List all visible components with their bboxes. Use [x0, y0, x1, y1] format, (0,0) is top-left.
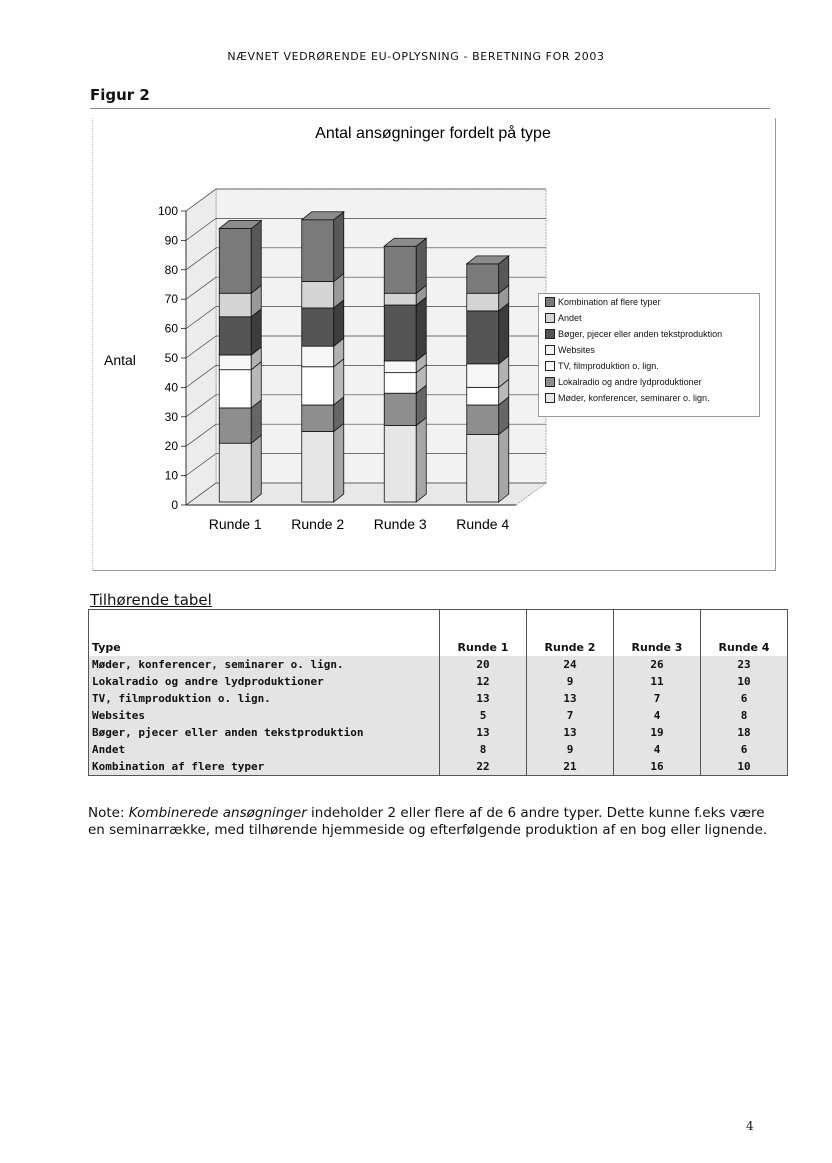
y-tick-label: 90: [164, 233, 178, 248]
y-tick-label: 100: [157, 204, 178, 218]
table-cell-value: 6: [701, 690, 788, 707]
bar-segment-front: [384, 373, 416, 394]
y-tick-label: 50: [164, 351, 178, 365]
bar-segment-side: [499, 426, 509, 502]
x-tick-label: Runde 4: [456, 516, 510, 532]
bar-segment-front: [302, 282, 334, 308]
legend-swatch: [545, 377, 555, 387]
bar-segment-side: [251, 221, 261, 294]
table-cell-value: 16: [614, 758, 701, 776]
bar-segment-front: [467, 364, 499, 388]
legend-swatch: [545, 393, 555, 403]
table-label: Tilhørende tabel: [90, 591, 212, 609]
legend-item: [539, 374, 759, 390]
table-cell-value: 22: [440, 758, 527, 776]
table-row: [89, 690, 788, 707]
legend-label: Websites: [558, 345, 595, 355]
bar-segment-side: [334, 212, 344, 282]
bar-segment-front: [467, 264, 499, 293]
bar-segment-front: [302, 346, 334, 367]
y-tick-label: 80: [164, 262, 178, 277]
bar-segment-front: [384, 393, 416, 425]
y-tick-label: 20: [164, 439, 178, 454]
table-cell-type: Kombination af flere typer: [89, 758, 440, 776]
table-cell-type: Lokalradio og andre lydproduktioner: [89, 673, 440, 690]
table-cell-value: 23: [701, 656, 788, 673]
bar-segment-front: [384, 361, 416, 373]
figure-label: Figur 2: [90, 86, 150, 104]
chart-legend: [538, 293, 760, 417]
table-cell-value: 10: [701, 673, 788, 690]
legend-item: [539, 390, 759, 406]
y-tick-label: 70: [164, 292, 178, 307]
table-cell-type: Websites: [89, 707, 440, 724]
x-tick-label: Runde 2: [291, 516, 345, 532]
legend-swatch: [545, 297, 555, 307]
note-italic: Kombinerede ansøgninger: [128, 805, 307, 821]
table-cell-value: 4: [614, 707, 701, 724]
bar-segment-front: [384, 305, 416, 361]
bar-segment-front: [302, 220, 334, 282]
legend-swatch: [545, 345, 555, 355]
data-table: [88, 609, 788, 776]
table-cell-value: 21: [527, 758, 614, 776]
bar-segment-side: [416, 418, 426, 502]
y-tick-label: 30: [164, 409, 178, 424]
table-row: [89, 758, 788, 776]
bar-segment-side: [499, 303, 509, 364]
table-cell-value: 13: [440, 724, 527, 741]
bar-segment-front: [219, 443, 251, 502]
bar-segment-front: [302, 405, 334, 431]
bar-segment-front: [219, 408, 251, 443]
y-tick-label: 40: [164, 380, 178, 395]
table-row: [89, 724, 788, 741]
table-cell-value: 5: [440, 707, 527, 724]
header-cell-runde-2: Runde 2: [527, 638, 614, 656]
table-cell-value: 10: [701, 758, 788, 776]
legend-item: [539, 342, 759, 358]
bar-segment-front: [219, 355, 251, 370]
bar-segment-front: [384, 246, 416, 293]
table-cell-type: Andet: [89, 741, 440, 758]
table-cell-value: 8: [440, 741, 527, 758]
table-row: [89, 656, 788, 673]
bar-segment-side: [334, 423, 344, 502]
table-cell-value: 20: [440, 656, 527, 673]
table-cell-value: 9: [527, 741, 614, 758]
bar-segment-front: [302, 308, 334, 346]
bar-segment-side: [416, 297, 426, 361]
bar-segment-front: [302, 431, 334, 502]
page-number: 4: [746, 1119, 754, 1133]
x-tick-label: Runde 1: [208, 516, 262, 532]
table-cell-value: 19: [614, 724, 701, 741]
legend-item: [539, 294, 759, 310]
header-cell-runde-4: Runde 4: [701, 638, 788, 656]
table-spacer-row: [89, 610, 788, 639]
header-cell-runde-1: Runde 1: [440, 638, 527, 656]
table-cell-value: 8: [701, 707, 788, 724]
table-cell-type: Bøger, pjecer eller anden tekstproduktion: [89, 724, 440, 741]
bar-segment-front: [219, 293, 251, 317]
table-cell-value: 26: [614, 656, 701, 673]
table-cell-value: 9: [527, 673, 614, 690]
note-text: indeholder 2 eller flere af de 6 andre typer. Dette kunne f.eks være en seminarrække, med tilhørende hjemmeside og efterfølgende produktion af en bog eller lignende.: [88, 805, 768, 838]
table-cell-type: Møder, konferencer, seminarer o. lign.: [89, 656, 440, 673]
header-cell-type: Type: [89, 638, 440, 656]
table-cell-value: 12: [440, 673, 527, 690]
table-cell-value: 6: [701, 741, 788, 758]
bar-segment-front: [467, 293, 499, 311]
table-cell-value: 11: [614, 673, 701, 690]
bar-segment-front: [219, 317, 251, 355]
legend-label: Møder, konferencer, seminarer o. lign.: [558, 393, 710, 403]
bar-segment-side: [416, 238, 426, 293]
bar-segment-front: [467, 311, 499, 364]
data-table-wrapper: [88, 609, 788, 776]
header-cell-runde-3: Runde 3: [614, 638, 701, 656]
table-cell-value: 4: [614, 741, 701, 758]
legend-label: Lokalradio og andre lydproduktioner: [558, 377, 702, 387]
y-tick-label: 60: [164, 321, 178, 336]
legend-item: [539, 310, 759, 326]
legend-label: Bøger, pjecer eller anden tekstproduktion: [558, 329, 723, 339]
bar-segment-front: [219, 370, 251, 408]
table-header-row: [89, 638, 788, 656]
bar-segment-front: [467, 387, 499, 405]
legend-label: TV, filmproduktion o. lign.: [558, 361, 659, 371]
table-cell-value: 24: [527, 656, 614, 673]
table-cell-value: 13: [527, 690, 614, 707]
bar-segment-front: [219, 229, 251, 294]
figure-rule: [90, 108, 770, 109]
legend-label: Kombination af flere typer: [558, 297, 661, 307]
legend-swatch: [545, 329, 555, 339]
bar-segment-front: [467, 434, 499, 502]
legend-item: [539, 358, 759, 374]
bar-segment-front: [384, 426, 416, 502]
table-row: [89, 741, 788, 758]
table-cell-value: 7: [527, 707, 614, 724]
chart-title: Antal ansøgninger fordelt på type: [315, 125, 551, 142]
note-prefix: Note:: [88, 805, 129, 821]
bar-segment-front: [384, 293, 416, 305]
legend-item: [539, 326, 759, 342]
y-tick-label: 10: [164, 468, 178, 483]
table-cell-value: 13: [527, 724, 614, 741]
x-tick-label: Runde 3: [373, 516, 427, 532]
note-paragraph: [88, 805, 768, 839]
legend-label: Andet: [558, 313, 582, 323]
legend-swatch: [545, 361, 555, 371]
bar-segment-front: [467, 405, 499, 434]
bar-segment-front: [302, 367, 334, 405]
legend-swatch: [545, 313, 555, 323]
table-row: [89, 707, 788, 724]
page-header: NÆVNET VEDRØRENDE EU-OPLYSNING - BERETNING FOR 2003: [227, 50, 605, 63]
bar-segment-side: [251, 435, 261, 502]
y-tick-label: 0: [171, 498, 178, 512]
table-cell-value: 13: [440, 690, 527, 707]
table-cell-value: 18: [701, 724, 788, 741]
table-cell-type: TV, filmproduktion o. lign.: [89, 690, 440, 707]
y-axis-label: Antal: [104, 352, 136, 368]
table-row: [89, 673, 788, 690]
table-cell-value: 7: [614, 690, 701, 707]
